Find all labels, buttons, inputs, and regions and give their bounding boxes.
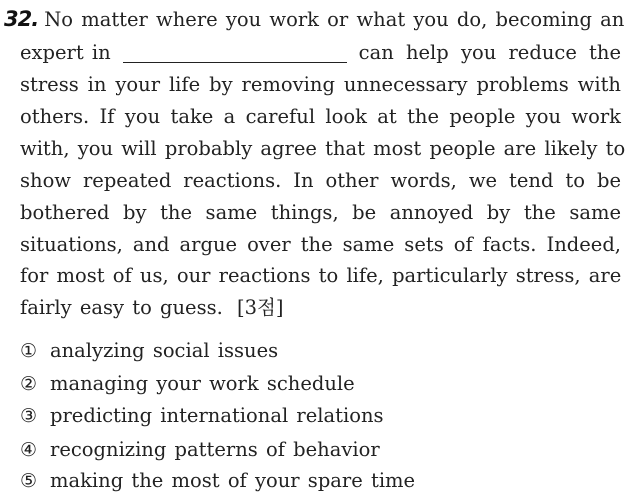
question-text-line: fairly easy to guess. [20, 296, 223, 319]
question-line-2 [20, 38, 621, 68]
option-marker: ① [20, 340, 38, 362]
option-marker: ② [20, 373, 38, 395]
question-text-line: No matter where you work or what you do, becoming an [44, 8, 625, 31]
question-line-3: stress in your life by removing unnecessary problems with [20, 73, 621, 96]
question-line-4: others. If you take a careful look at the people you work [20, 105, 621, 128]
option-marker: ④ [20, 439, 38, 461]
question-line-5: with, you will probably agree that most people are likely to [20, 137, 626, 160]
option-4[interactable] [20, 435, 380, 465]
answer-blank [123, 44, 347, 63]
question-line-10 [20, 293, 621, 323]
question-number: 32. [4, 7, 39, 31]
option-marker: ⑤ [20, 470, 38, 492]
points-label: [3점] [237, 296, 284, 319]
option-marker: ③ [20, 405, 38, 427]
option-text: predicting international relations [50, 404, 384, 427]
option-text: managing your work schedule [50, 372, 355, 395]
option-text: recognizing patterns of behavior [50, 438, 380, 461]
question-text-line: expert in [20, 41, 111, 64]
question-line-9: for most of us, our reactions to life, particularly stress, are [20, 264, 622, 287]
option-5[interactable] [20, 466, 415, 496]
option-1[interactable] [20, 336, 278, 366]
question-line-7: bothered by the same things, be annoyed by the same [20, 201, 621, 224]
option-3[interactable] [20, 401, 384, 431]
question-line-8: situations, and argue over the same sets of facts. Indeed, [20, 233, 621, 256]
option-text: making the most of your spare time [50, 469, 416, 492]
option-text: analyzing social issues [50, 339, 279, 362]
question-text-line: can help you reduce the [358, 41, 621, 64]
question-line-1 [4, 4, 625, 34]
question-line-6: show repeated reactions. In other words, we tend to be [20, 169, 621, 192]
option-2[interactable] [20, 369, 355, 399]
